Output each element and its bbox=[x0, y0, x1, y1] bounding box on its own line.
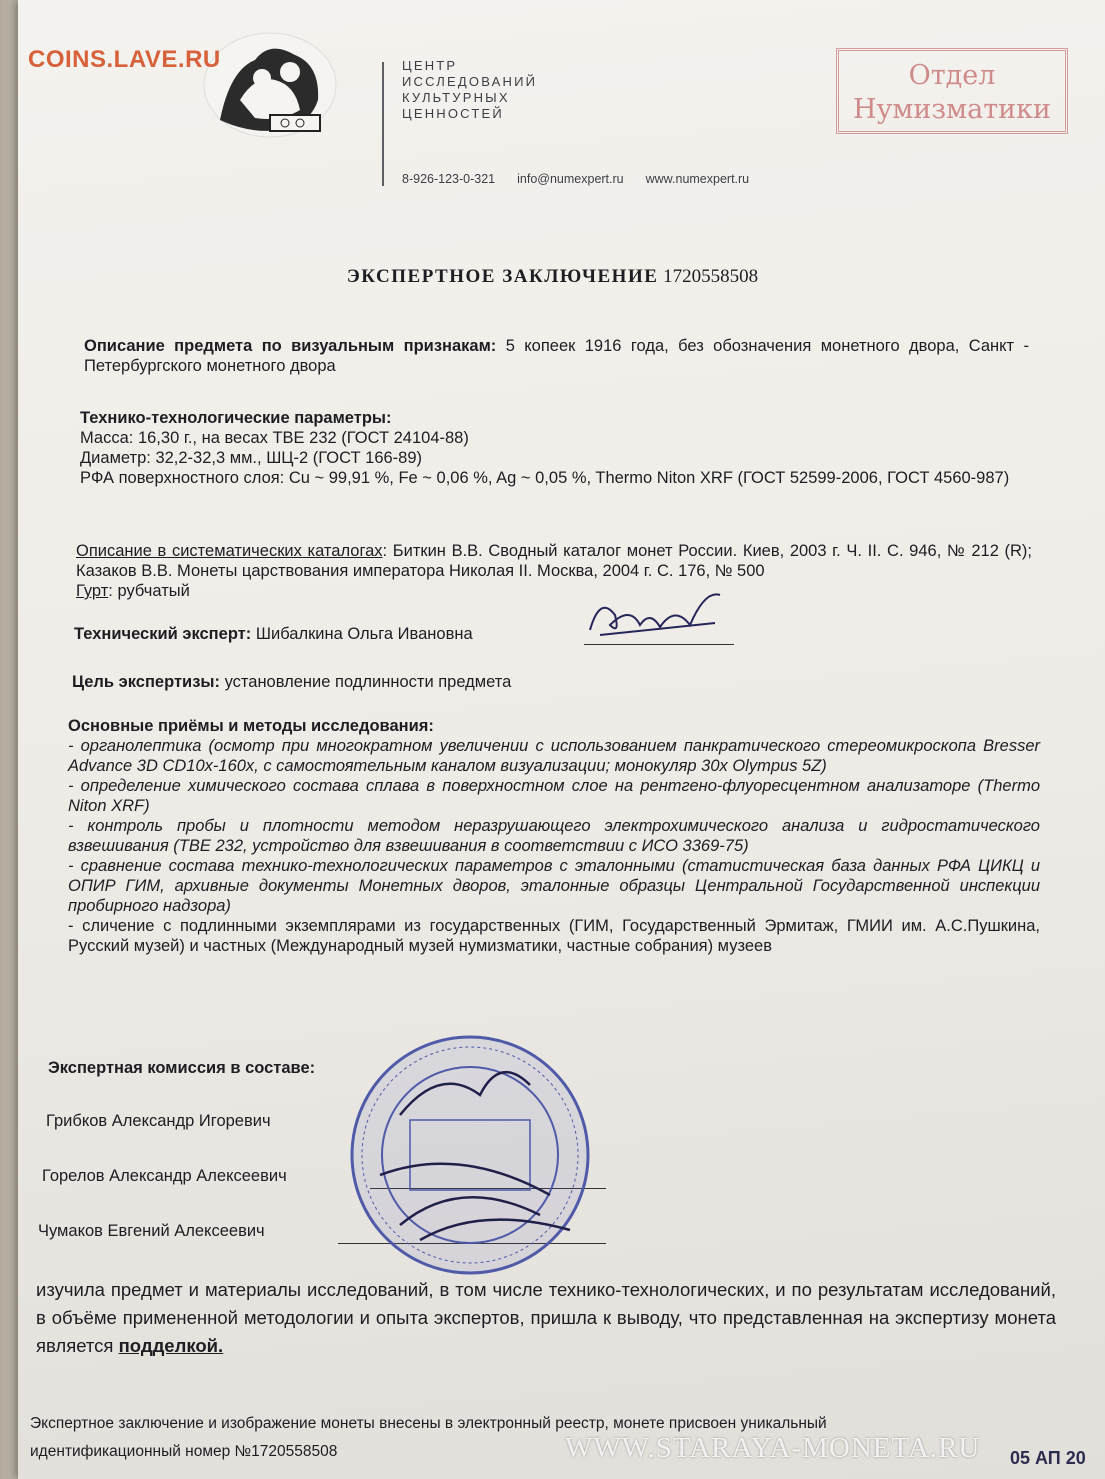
commission-member: Чумаков Евгений Алексеевич bbox=[38, 1222, 265, 1240]
description-text: 5 копеек 1916 года, без обозначения монетного двора, Санкт - Петербургского монетного двора bbox=[84, 337, 1029, 375]
commission-label: Экспертная комиссия в составе: bbox=[48, 1059, 316, 1077]
method-item: - контроль пробы и плотности методом неразрушающего электрохимического анализа и гидростатического взвешивания (ТВЕ 232, устройство для взвешивания в соответствии с ИСО 3369-75) bbox=[68, 817, 1040, 855]
expert-label: Технический эксперт: bbox=[74, 625, 252, 643]
commission-member: Грибков Александр Игоревич bbox=[46, 1112, 271, 1130]
contacts-line bbox=[402, 172, 771, 186]
footer-line-1: Экспертное заключение и изображение монеты внесены в электронный реестр, монете присвоен уникальный bbox=[30, 1415, 827, 1432]
watermark-top: COINS.LAVE.RU bbox=[28, 46, 221, 73]
document-title bbox=[0, 266, 1105, 288]
description-block bbox=[84, 336, 1029, 376]
date-stamp: 05 АП 20 bbox=[1010, 1448, 1086, 1468]
phone: 8-926-123-0-321 bbox=[402, 172, 496, 186]
description-label: Описание предмета по визуальным признакам: bbox=[84, 337, 497, 355]
expert-signature bbox=[580, 585, 730, 650]
method-item: - определение химического состава сплава в поверхностном слое на рентгено-флуоресцентном анализаторе (Thermo Niton XRF) bbox=[68, 777, 1040, 815]
edge-label: Гурт bbox=[76, 582, 109, 600]
expert-block bbox=[74, 624, 473, 644]
methods-label: Основные приёмы и методы исследования: bbox=[68, 717, 434, 735]
commission-member: Горелов Александр Алексеевич bbox=[42, 1167, 287, 1185]
methods-block bbox=[68, 716, 1040, 956]
method-item: - органолептика (осмотр при многократном увеличении с использованием панкратического стереомикроскопа Bresser Advance 3D CD10x-160x, с самостоятельным каналом визуализации; монокуляр 30x Olympus 5Z) bbox=[68, 737, 1040, 775]
method-item: - сличение с подлинными экземплярами из государственных (ГИМ, Государственный Эрмитаж, ГМИИ им. А.С.Пушкина, Русский музей) и частных (Международный музей нумизматики, частные собрания) музеев bbox=[68, 917, 1040, 955]
website: www.numexpert.ru bbox=[645, 172, 750, 186]
catalogs-text: : Биткин В.В. Сводный каталог монет России. Киев, 2003 г. Ч. II. С. 946, № 212 (R); Казаков В.В. Монеты царствования императора Николая II. Москва, 2004 г. С. 176, № 500 bbox=[76, 542, 1033, 580]
goal-block bbox=[72, 672, 511, 692]
center-name: ЦЕНТР ИССЛЕДОВАНИЙ КУЛЬТУРНЫХ ЦЕННОСТЕЙ bbox=[402, 58, 538, 121]
footer-line-2: идентификационный номер №1720558508 bbox=[30, 1443, 338, 1460]
expert-name: Шибалкина Ольга Ивановна bbox=[255, 625, 473, 643]
department-stamp: Отдел Нумизматики bbox=[836, 48, 1068, 134]
goal-label: Цель экспертизы: bbox=[72, 673, 220, 691]
edge-value: : рубчатый bbox=[108, 582, 190, 600]
title-heading: ЭКСПЕРТНОЕ ЗАКЛЮЧЕНИЕ bbox=[346, 266, 659, 287]
header-divider bbox=[382, 62, 384, 186]
organization-seal bbox=[340, 1025, 600, 1285]
catalogs-block bbox=[76, 541, 1032, 601]
center-logo bbox=[200, 30, 340, 140]
technical-label: Технико-технологические параметры: bbox=[80, 409, 392, 427]
technical-block: Технико-технологические параметры: Масса: 16,30 г., на весах ТВЕ 232 (ГОСТ 24104-88) Диаметр: 32,2-32,3 мм., ШЦ-2 (ГОСТ 166-89) РФА поверхностного слоя: Cu ~ 99,91 %, Fe ~ 0,06 %, Ag ~ 0,05 %, Thermo Niton XRF (ГОСТ 52599-2006, ГОСТ 4560-987) bbox=[80, 409, 1010, 487]
watermark-bottom: WWW.STARAYA-MONETA.RU bbox=[565, 1432, 981, 1464]
conclusion-text: изучила предмет и материалы исследований, в том числе технико-технологических, и по результатам исследований, в объёме примененной методологии и опыта экспертов, пришла к выводу, что представленная на экспертизу монета является bbox=[36, 1279, 1056, 1356]
conclusion-verdict: подделкой. bbox=[118, 1335, 224, 1356]
goal-text: установление подлинности предмета bbox=[224, 673, 512, 691]
email: info@numexpert.ru bbox=[517, 172, 624, 186]
conclusion-block bbox=[36, 1276, 1056, 1360]
catalogs-label: Описание в систематических каталогах bbox=[76, 542, 383, 560]
method-item: - сравнение состава технико-технологических параметров с эталонными (статистическая база данных РФА ЦИКЦ и ОПИР ГИМ, архивные документы Монетных дворов, эталонные образцы Центральной Государственной инспекции пробирного надзора) bbox=[68, 857, 1040, 915]
title-number: 1720558508 bbox=[663, 266, 759, 287]
